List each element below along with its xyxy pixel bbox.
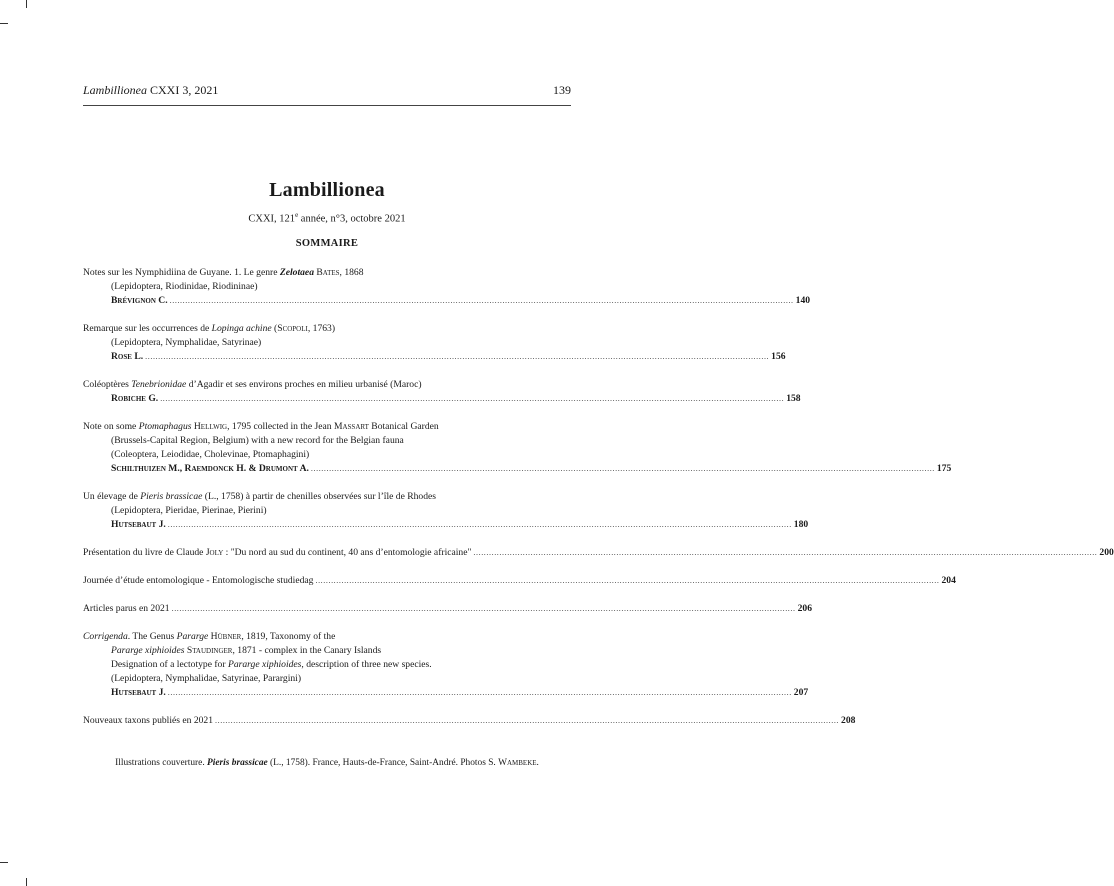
leader-dots: ................................................................................................................................................................................................................................................ (473, 548, 1098, 557)
entry-author: Hutsebaut J. (111, 687, 166, 698)
entry-page: 206 (797, 603, 812, 614)
leader-dots: ................................................................................................................................................................................................................................................ (171, 604, 796, 613)
toc-entry[interactable] (83, 420, 952, 476)
crop-mark-bottom (26, 878, 27, 886)
entry-page: 140 (795, 295, 811, 306)
header-page-number: 139 (553, 83, 571, 97)
entry-title: Note on some Ptomaphagus Hellwig, 1795 collected in the Jean Massart Botanical Garden (83, 421, 439, 432)
issue-date: année, n°3, octobre 2021 (298, 213, 406, 225)
header-citation (83, 83, 218, 98)
entry-title-row (83, 602, 812, 616)
entry-title-row (83, 574, 956, 588)
crop-mark-top (26, 0, 27, 8)
leader-dots: ................................................................................................................................................................................................................................................ (160, 394, 785, 403)
toc-entry[interactable] (83, 602, 812, 616)
entry-author-row (83, 686, 809, 700)
entry-author: Robiche G. (111, 393, 159, 404)
entry-author-row (83, 518, 809, 532)
leader-dots: ................................................................................................................................................................................................................................................ (167, 520, 792, 529)
entry-page: 207 (793, 687, 809, 698)
leader-dots: ................................................................................................................................................................................................................................................ (169, 296, 794, 305)
leader-dots: ................................................................................................................................................................................................................................................ (145, 352, 770, 361)
entry-author: Brévignon C. (111, 295, 168, 306)
entry-title: Coléoptères Tenebrionidae d’Agadir et ses environs proches en milieu urbanisé (Maroc) (83, 379, 422, 390)
leader-dots: ................................................................................................................................................................................................................................................ (215, 716, 840, 725)
entry-page: 156 (771, 351, 786, 362)
entry-taxonomy: (Lepidoptera, Pieridae, Pierinae, Pierini) (111, 505, 267, 516)
entry-title-continued: Designation of a lectotype for Pararge xiphioides, description of three new species. (111, 659, 432, 670)
issue-superscript: e (295, 211, 299, 219)
entry-title: Un élevage de Pieris brassicae (L., 1758) à partir de chenilles observées sur l’île de Rhodes (83, 491, 437, 502)
leader-dots: ................................................................................................................................................................................................................................................ (315, 576, 940, 585)
issue-line (0, 211, 654, 225)
entry-title: Nouveaux taxons publiés en 2021 (83, 715, 214, 726)
entry-taxonomy: (Lepidoptera, Riodinidae, Riodininae) (111, 281, 258, 292)
toc-entry[interactable] (83, 378, 801, 406)
entry-page: 175 (936, 463, 952, 474)
entry-title-row (83, 546, 1114, 560)
issue-volume: CXXI, 121 (248, 213, 296, 225)
leader-dots: ................................................................................................................................................................................................................................................ (167, 688, 792, 697)
header-journal: Lambillionea (83, 83, 148, 97)
crop-mark-bottom-left (0, 862, 8, 863)
toc-entry[interactable] (83, 490, 809, 532)
journal-title: Lambillionea (269, 179, 385, 201)
entry-page: 180 (793, 519, 809, 530)
entry-taxonomy: (Lepidoptera, Nymphalidae, Satyrinae) (111, 337, 262, 348)
crop-mark-top-left (0, 23, 8, 24)
toc-entry[interactable] (83, 714, 856, 728)
leader-dots: ................................................................................................................................................................................................................................................ (310, 464, 935, 473)
entry-title: Articles parus en 2021 (83, 603, 170, 614)
toc-entry[interactable] (83, 322, 786, 364)
toc-entry[interactable] (83, 546, 1114, 560)
running-header (83, 83, 571, 106)
toc-entry[interactable] (83, 266, 811, 308)
entry-title: Présentation du livre de Claude Joly : "Du nord au sud du continent, 40 ans d’entomologie africaine" (83, 547, 472, 558)
entry-page: 208 (841, 715, 856, 726)
entry-author: Schilthuizen M., Raemdonck H. & Drumont A. (111, 463, 309, 474)
entry-title: Remarque sur les occurrences de Lopinga achine (Scopoli, 1763) (83, 323, 336, 334)
entry-page: 158 (786, 393, 801, 404)
entry-title: Journée d’étude entomologique - Entomologische studiedag (83, 575, 314, 586)
sommaire-heading: SOMMAIRE (295, 238, 359, 249)
entry-author-row (83, 392, 801, 406)
entry-author: Rose L. (111, 351, 144, 362)
entry-title-continued: (Brussels-Capital Region, Belgium) with a new record for the Belgian fauna (111, 435, 404, 446)
toc-entry[interactable] (83, 574, 956, 588)
entry-taxonomy: (Coleoptera, Leiodidae, Cholevinae, Ptomaphagini) (111, 449, 310, 460)
entry-author-row (83, 350, 786, 364)
entry-author-row (83, 462, 952, 476)
entry-title-continued: Pararge xiphioides Staudinger, 1871 - complex in the Canary Islands (111, 645, 382, 656)
table-of-contents (83, 266, 1114, 742)
entry-title: Notes sur les Nymphidiina de Guyane. 1. Le genre Zelotaea Bates, 1868 (83, 267, 364, 278)
entry-page: 200 (1099, 547, 1114, 558)
entry-author-row (83, 294, 811, 308)
entry-title-row (83, 714, 856, 728)
entry-author: Hutsebaut J. (111, 519, 166, 530)
toc-entry[interactable] (83, 630, 809, 700)
entry-page: 204 (941, 575, 956, 586)
header-issue: CXXI 3, 2021 (150, 83, 219, 97)
cover-illustration-caption: Illustrations couverture. Pieris brassicae (L., 1758). France, Hauts-de-France, Saint-André. Photos S. Wambeke. (115, 758, 539, 768)
entry-title: Corrigenda. The Genus Pararge Hübner, 1819, Taxonomy of the (83, 631, 336, 642)
entry-taxonomy: (Lepidoptera, Nymphalidae, Satyrinae, Parargini) (111, 673, 302, 684)
